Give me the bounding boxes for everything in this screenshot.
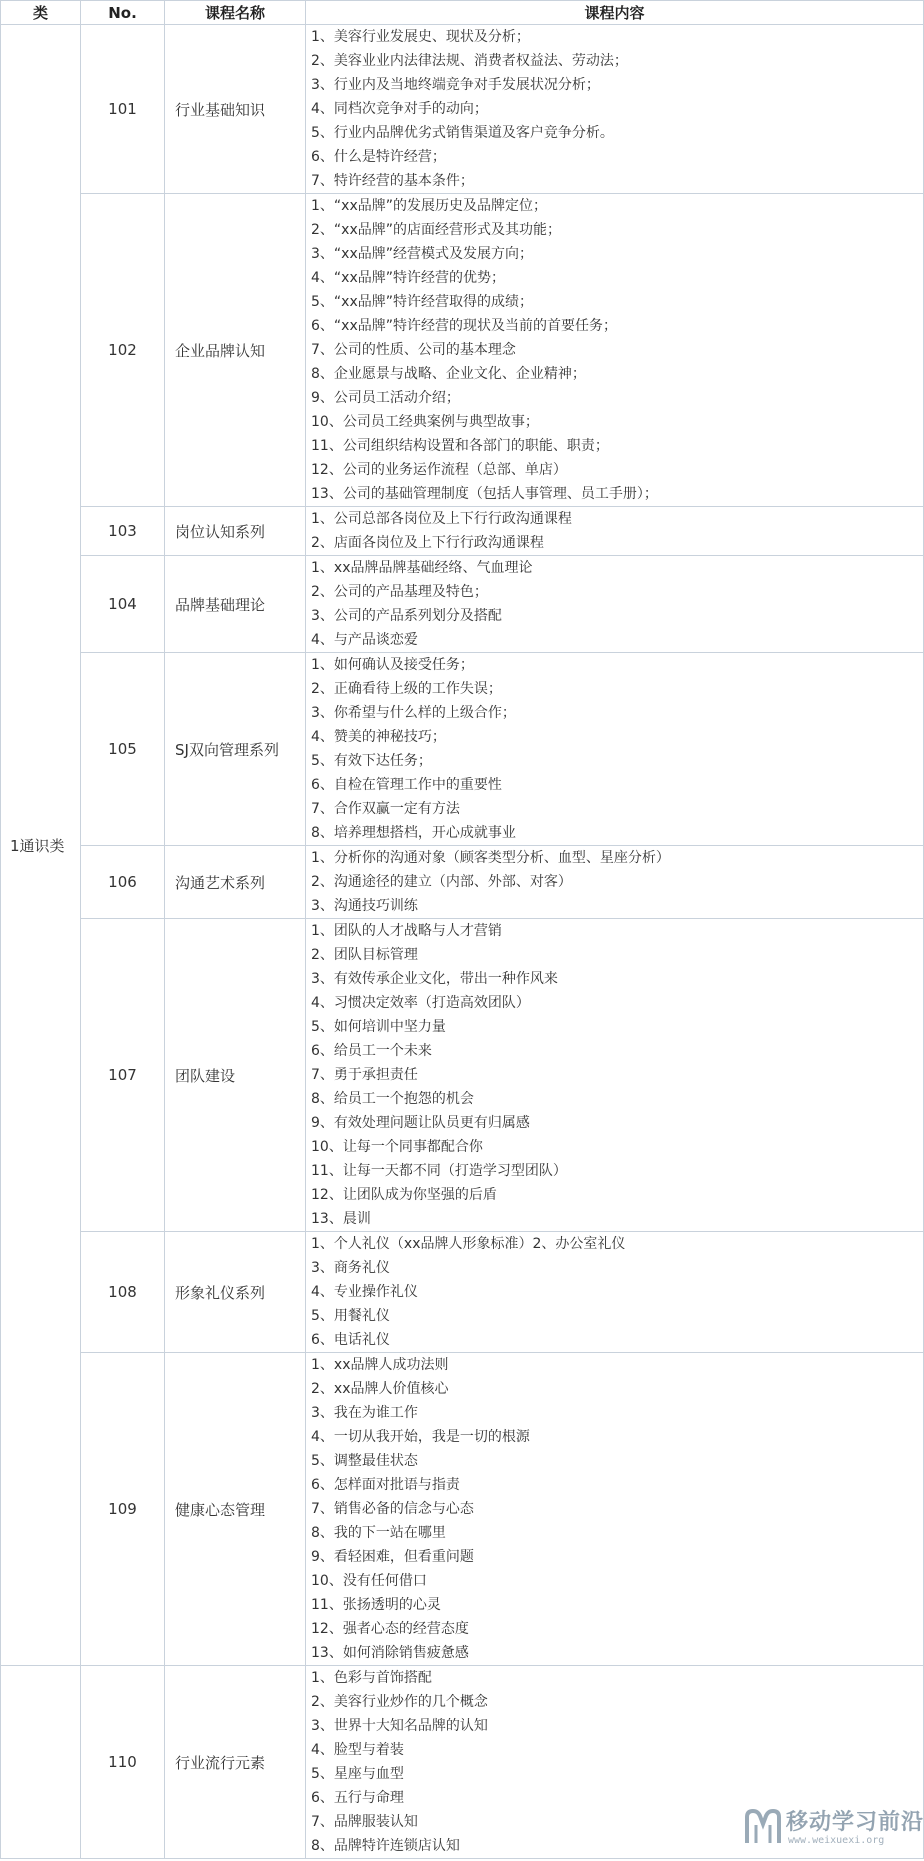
- course-name: 企业品牌认知: [165, 194, 306, 507]
- content-line: 12、强者心态的经营态度: [311, 1621, 469, 1637]
- content-line: 1、如何确认及接受任务；: [311, 657, 474, 673]
- content-line: 2、xx品牌人价值核心: [311, 1381, 449, 1397]
- content-line: 3、商务礼仪: [311, 1260, 390, 1276]
- table-row: [1, 653, 924, 846]
- content-line: 4、专业操作礼仪: [311, 1284, 418, 1300]
- table-row: [1, 194, 924, 507]
- content-line: 2、美容行业炒作的几个概念: [311, 1694, 488, 1710]
- course-no: 110: [81, 1666, 165, 1859]
- header-course-name: 课程名称: [165, 1, 306, 25]
- table-row: [1, 919, 924, 1232]
- content-line: 1、分析你的沟通对象（顾客类型分析、血型、星座分析）: [311, 850, 670, 866]
- content-line: 4、赞美的神秘技巧；: [311, 729, 446, 745]
- course-body: [1, 25, 924, 1859]
- header-course-content: 课程内容: [306, 1, 924, 25]
- content-line: 8、给员工一个抱怨的机会: [311, 1091, 474, 1107]
- content-line: 3、有效传承企业文化，带出一种作风来: [311, 971, 558, 987]
- content-line: 3、“xx品牌”经营模式及发展方向；: [311, 246, 533, 262]
- course-no: 106: [81, 846, 165, 919]
- table-row: [1, 1232, 924, 1353]
- content-line: 4、一切从我开始，我是一切的根源: [311, 1429, 530, 1445]
- content-line: 2、团队目标管理: [311, 947, 418, 963]
- content-line: 1、个人礼仪（xx品牌人形象标准）2、办公室礼仪: [311, 1236, 626, 1252]
- table-row: [1, 556, 924, 653]
- course-name: 行业基础知识: [165, 25, 306, 194]
- course-name: 健康心态管理: [165, 1353, 306, 1666]
- content-line: 8、品牌特许连锁店认知: [311, 1838, 460, 1854]
- content-line: 1、“xx品牌”的发展历史及品牌定位；: [311, 198, 547, 214]
- course-content: [306, 919, 924, 1232]
- content-line: 9、看轻困难，但看重问题: [311, 1549, 474, 1565]
- course-no: 104: [81, 556, 165, 653]
- content-line: 10、让每一个同事都配合你: [311, 1139, 483, 1155]
- course-content: [306, 507, 924, 556]
- table-row: [1, 846, 924, 919]
- content-line: 6、自检在管理工作中的重要性: [311, 777, 502, 793]
- course-content: [306, 194, 924, 507]
- course-name: 沟通艺术系列: [165, 846, 306, 919]
- content-line: 4、与产品谈恋爱: [311, 632, 418, 648]
- content-line: 6、五行与命理: [311, 1790, 404, 1806]
- content-line: 6、什么是特许经营；: [311, 149, 446, 165]
- course-content: [306, 653, 924, 846]
- content-line: 10、公司员工经典案例与典型故事；: [311, 414, 539, 430]
- content-line: 4、脸型与着装: [311, 1742, 404, 1758]
- content-line: 1、美容行业发展史、现状及分析；: [311, 29, 530, 45]
- category-cell-empty: [1, 1666, 81, 1859]
- content-line: 10、没有任何借口: [311, 1573, 427, 1589]
- course-no: 101: [81, 25, 165, 194]
- content-line: 13、晨训: [311, 1211, 371, 1227]
- course-name: 岗位认知系列: [165, 507, 306, 556]
- header-no: No.: [81, 1, 165, 25]
- content-line: 3、行业内及当地终端竞争对手发展状况分析；: [311, 77, 600, 93]
- content-line: 7、特许经营的基本条件；: [311, 173, 474, 189]
- course-no: 108: [81, 1232, 165, 1353]
- content-line: 13、公司的基础管理制度（包括人事管理、员工手册）；: [311, 486, 658, 502]
- content-line: 1、团队的人才战略与人才营销: [311, 923, 502, 939]
- content-line: 6、给员工一个未来: [311, 1043, 432, 1059]
- course-content: [306, 25, 924, 194]
- watermark-url: www.weixuexi.org: [788, 1835, 885, 1846]
- content-line: 4、“xx品牌”特许经营的优势；: [311, 270, 505, 286]
- header-category: 类: [1, 1, 81, 25]
- content-line: 2、“xx品牌”的店面经营形式及其功能；: [311, 222, 561, 238]
- content-line: 5、“xx品牌”特许经营取得的成绩；: [311, 294, 533, 310]
- watermark-text: 移动学习前沿: [786, 1810, 924, 1835]
- content-line: 2、正确看待上级的工作失误；: [311, 681, 502, 697]
- course-content: [306, 556, 924, 653]
- content-line: 3、公司的产品系列划分及搭配: [311, 608, 502, 624]
- content-line: 6、“xx品牌”特许经营的现状及当前的首要任务；: [311, 318, 617, 334]
- content-line: 7、销售必备的信念与心态: [311, 1501, 474, 1517]
- content-line: 5、行业内品牌优劣式销售渠道及客户竞争分析。: [311, 125, 614, 141]
- content-line: 6、怎样面对批语与指责: [311, 1477, 460, 1493]
- course-no: 103: [81, 507, 165, 556]
- content-line: 13、如何消除销售疲惫感: [311, 1645, 469, 1661]
- content-line: 5、调整最佳状态: [311, 1453, 418, 1469]
- content-line: 3、你希望与什么样的上级合作；: [311, 705, 516, 721]
- course-no: 102: [81, 194, 165, 507]
- content-line: 8、企业愿景与战略、企业文化、企业精神；: [311, 366, 586, 382]
- content-line: 12、公司的业务运作流程（总部、单店）: [311, 462, 567, 478]
- content-line: 2、公司的产品基理及特色；: [311, 584, 488, 600]
- content-line: 2、店面各岗位及上下行行政沟通课程: [311, 535, 544, 551]
- course-content: [306, 1353, 924, 1666]
- content-line: 3、我在为谁工作: [311, 1405, 418, 1421]
- table-row: [1, 1353, 924, 1666]
- header-row: [1, 1, 924, 25]
- content-line: 5、星座与血型: [311, 1766, 404, 1782]
- course-no: 109: [81, 1353, 165, 1666]
- content-line: 5、如何培训中坚力量: [311, 1019, 446, 1035]
- course-no: 107: [81, 919, 165, 1232]
- content-line: 1、公司总部各岗位及上下行行政沟通课程: [311, 511, 572, 527]
- content-line: 8、我的下一站在哪里: [311, 1525, 446, 1541]
- content-line: 1、xx品牌品牌基础经络、气血理论: [311, 560, 533, 576]
- content-line: 2、沟通途径的建立（内部、外部、对客）: [311, 874, 572, 890]
- course-name: 形象礼仪系列: [165, 1232, 306, 1353]
- content-line: 7、公司的性质、公司的基本理念: [311, 342, 516, 358]
- content-line: 7、勇于承担责任: [311, 1067, 418, 1083]
- content-line: 3、沟通技巧训练: [311, 898, 418, 914]
- table-row: [1, 507, 924, 556]
- content-line: 3、世界十大知名品牌的认知: [311, 1718, 488, 1734]
- category-cell: 1通识类: [1, 25, 81, 1666]
- content-line: 2、美容业业内法律法规、消费者权益法、劳动法；: [311, 53, 628, 69]
- content-line: 7、品牌服装认知: [311, 1814, 418, 1830]
- course-name: 团队建设: [165, 919, 306, 1232]
- course-name: 行业流行元素: [165, 1666, 306, 1859]
- content-line: 7、合作双赢一定有方法: [311, 801, 460, 817]
- m-logo-icon: [744, 1807, 782, 1847]
- content-line: 9、有效处理问题让队员更有归属感: [311, 1115, 530, 1131]
- content-line: 11、张扬透明的心灵: [311, 1597, 441, 1613]
- content-line: 5、用餐礼仪: [311, 1308, 390, 1324]
- table-row: [1, 25, 924, 194]
- content-line: 8、培养理想搭档，开心成就事业: [311, 825, 516, 841]
- content-line: 1、xx品牌人成功法则: [311, 1357, 449, 1373]
- content-line: 11、公司组织结构设置和各部门的职能、职责；: [311, 438, 609, 454]
- content-line: 12、让团队成为你坚强的后盾: [311, 1187, 497, 1203]
- course-content: [306, 1232, 924, 1353]
- content-line: 1、色彩与首饰搭配: [311, 1670, 432, 1686]
- course-name: SJ双向管理系列: [165, 653, 306, 846]
- watermark: [744, 1803, 924, 1855]
- content-line: 4、同档次竞争对手的动向；: [311, 101, 488, 117]
- content-line: 11、让每一天都不同（打造学习型团队）: [311, 1163, 567, 1179]
- content-line: 9、公司员工活动介绍；: [311, 390, 460, 406]
- content-line: 5、有效下达任务；: [311, 753, 432, 769]
- course-no: 105: [81, 653, 165, 846]
- content-line: 6、电话礼仪: [311, 1332, 390, 1348]
- content-line: 4、习惯决定效率（打造高效团队）: [311, 995, 530, 1011]
- course-content: [306, 846, 924, 919]
- course-name: 品牌基础理论: [165, 556, 306, 653]
